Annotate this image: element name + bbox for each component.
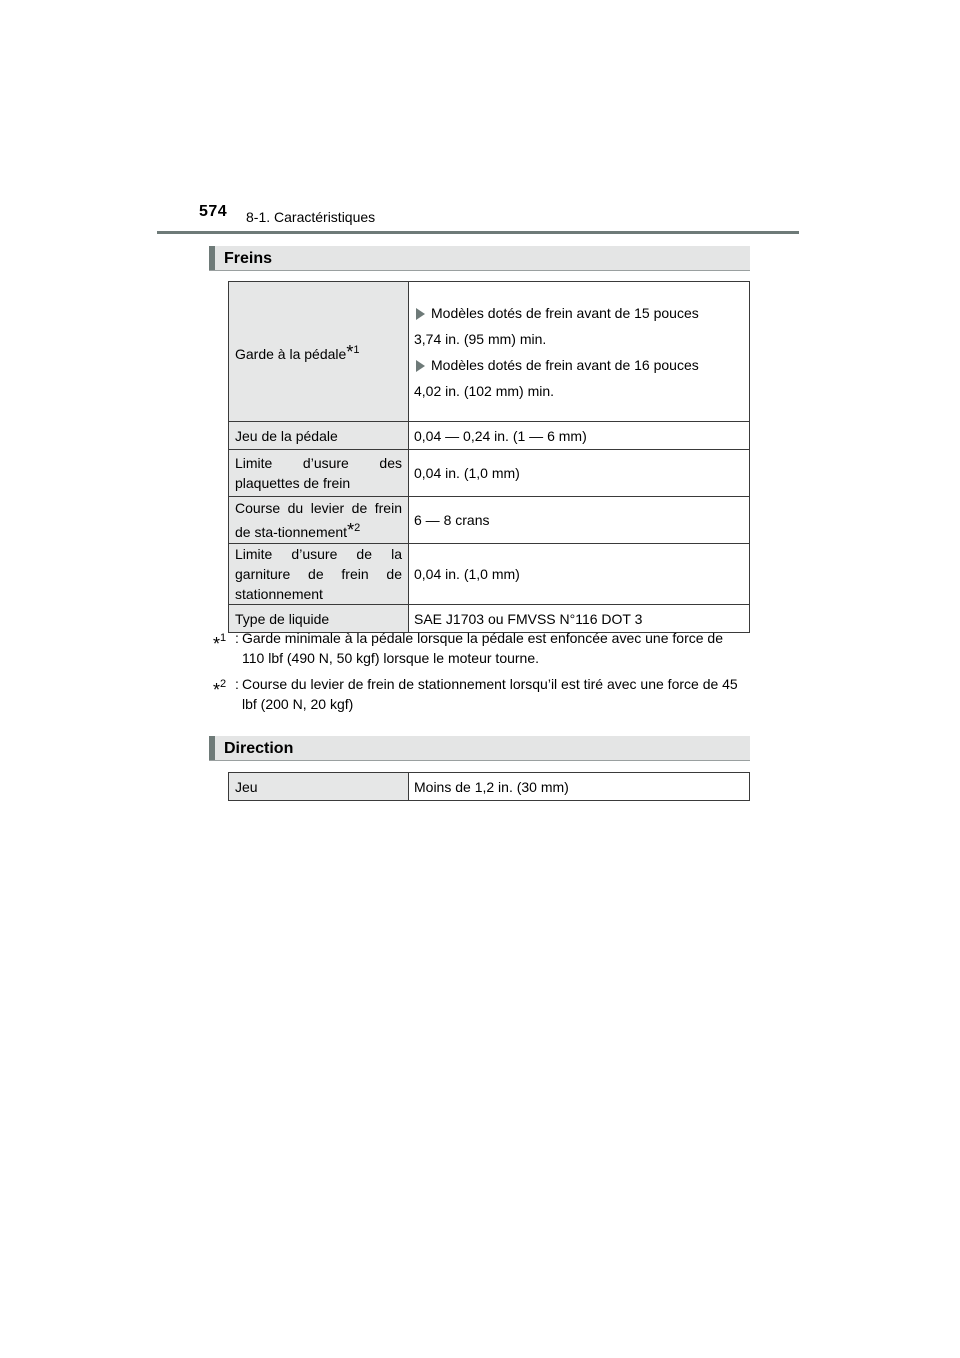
table-row	[229, 282, 750, 422]
triangle-bullet-icon	[416, 360, 425, 372]
footnote-1	[213, 628, 748, 668]
table-row	[229, 544, 750, 605]
footnote-text: Garde minimale à la pédale lorsque la pédale est enfoncée avec une force de 110 lbf (490 N, 50 kgf) lorsque le moteur tourne.	[242, 630, 723, 666]
bullet-item-15: Modèles dotés de frein avant de 15 pouces	[414, 303, 741, 323]
label-text: Garde à la pédale	[235, 345, 347, 362]
footnote-2	[213, 674, 748, 714]
section-title-text: Freins	[224, 250, 273, 267]
brakes-spec-table	[228, 281, 750, 633]
row-label-lining-wear: Limite d’usure de la garniture de frein de stationnement	[229, 544, 409, 605]
value-15: 3,74 in. (95 mm) min.	[414, 330, 547, 347]
value-16: 4,02 in. (102 mm) min.	[414, 382, 555, 399]
triangle-bullet-icon	[416, 308, 425, 320]
label-text: Course du levier de frein de sta-tionnement	[235, 500, 402, 540]
row-value-pedal-clearance	[409, 282, 750, 422]
row-value-pedal-play: 0,04 — 0,24 in. (1 — 6 mm)	[409, 422, 750, 450]
header-rule	[157, 231, 799, 234]
footnote-mark: *$^1$	[213, 632, 227, 654]
footnote-colon: :	[235, 676, 239, 692]
section-title-text: Direction	[224, 740, 294, 757]
footnote-ref: *2	[347, 520, 361, 540]
page-number: 574	[199, 203, 228, 220]
table-row	[229, 497, 750, 544]
row-label-pedal-clearance	[229, 282, 409, 422]
steering-spec-table	[228, 772, 750, 801]
table-row	[229, 422, 750, 450]
footnote-ref: *1	[346, 341, 360, 362]
row-label-lever-travel	[229, 497, 409, 544]
row-value-pad-wear: 0,04 in. (1,0 mm)	[409, 450, 750, 497]
section-title-brakes	[209, 246, 750, 271]
row-label-pedal-play: Jeu de la pédale	[229, 422, 409, 450]
footnote-colon: :	[235, 630, 239, 646]
bullet-item-16: Modèles dotés de frein avant de 16 pouces	[414, 355, 741, 375]
section-marker	[209, 246, 215, 270]
chapter-title: 8-1. Caractéristiques	[246, 209, 376, 225]
row-value-lever-travel: 6 — 8 crans	[409, 497, 750, 544]
row-value-steering-play: Moins de 1,2 in. (30 mm)	[409, 773, 750, 801]
row-label-fluid-type: Type de liquide	[229, 605, 409, 633]
footnote-text: Course du levier de frein de stationnement lorsqu’il est tiré avec une force de 45 lbf (200 N, 20 kgf)	[242, 676, 738, 712]
footnotes	[213, 628, 748, 720]
row-label-pad-wear: Limite d’usure des plaquettes de frein	[229, 450, 409, 497]
table-row	[229, 450, 750, 497]
row-value-fluid-type: SAE J1703 ou FMVSS N°116 DOT 3	[409, 605, 750, 633]
section-marker	[209, 736, 215, 760]
section-title-steering	[209, 736, 750, 761]
row-label-steering-play: Jeu	[229, 773, 409, 801]
footnote-mark: *$^2$	[213, 678, 227, 700]
table-row	[229, 773, 750, 801]
row-value-lining-wear: 0,04 in. (1,0 mm)	[409, 544, 750, 605]
